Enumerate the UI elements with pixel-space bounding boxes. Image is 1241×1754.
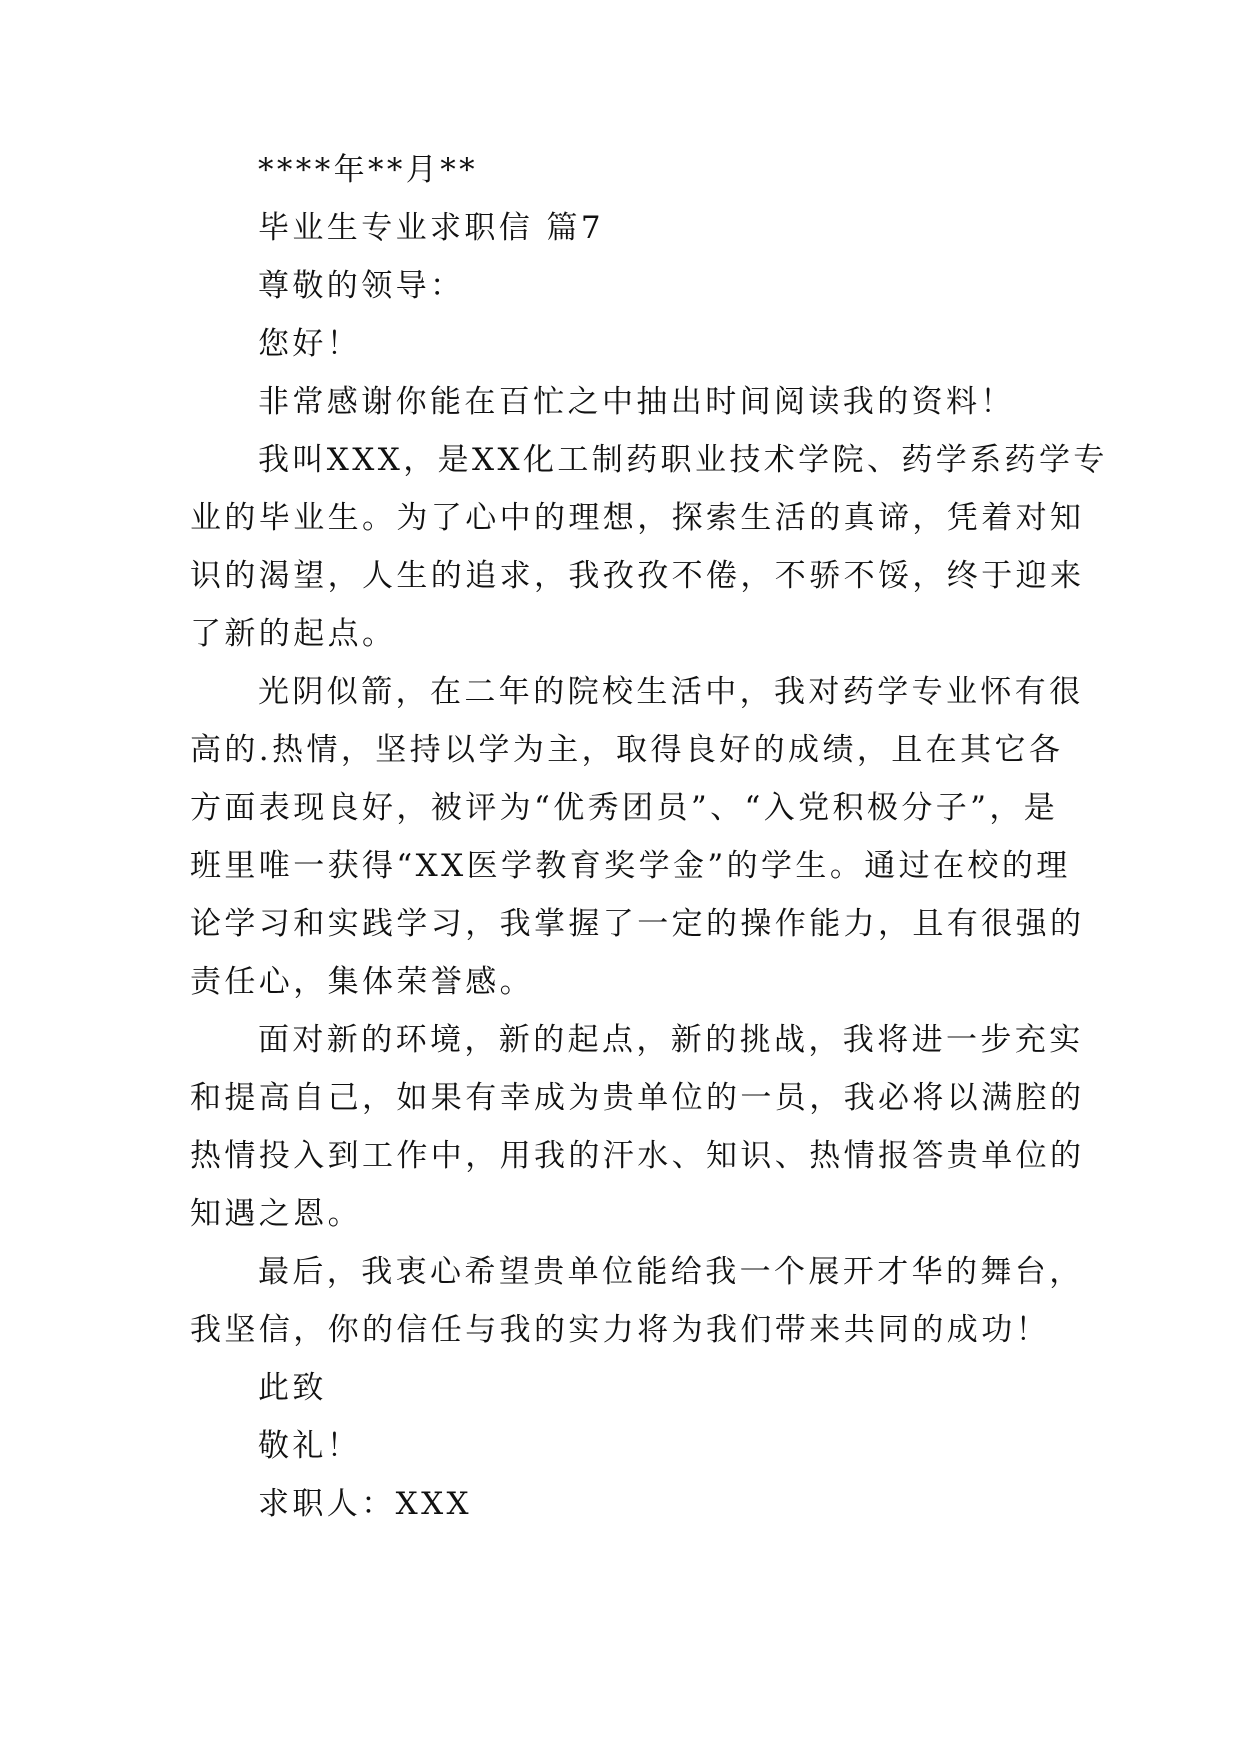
greeting: 您好！ xyxy=(258,326,362,362)
date-line: ****年**月** xyxy=(258,152,478,188)
closing-line: 此致 xyxy=(258,1370,327,1406)
paragraph-3-line: 班里唯一获得“XX医学教育奖学金”的学生。通过在校的理 xyxy=(190,848,1071,884)
paragraph-3-line: 光阴似箭，在二年的院校生活中，我对药学专业怀有很 xyxy=(258,674,1084,710)
salutation: 尊敬的领导： xyxy=(258,268,465,304)
paragraph-4-line: 热情投入到工作中，用我的汗水、知识、热情报答贵单位的 xyxy=(190,1138,1085,1174)
paragraph-2-line: 我叫XXX，是XX化工制药职业技术学院、药学系药学专 xyxy=(258,442,1108,478)
signature: 求职人：XXX xyxy=(258,1486,473,1522)
paragraph-4-line: 知遇之恩。 xyxy=(190,1196,362,1232)
paragraph-5-line: 我坚信，你的信任与我的实力将为我们带来共同的成功！ xyxy=(190,1312,1050,1348)
paragraph-3-line: 高的.热情，坚持以学为主，取得良好的成绩，且在其它各 xyxy=(190,732,1064,768)
paragraph-3-line: 论学习和实践学习，我掌握了一定的操作能力，且有很强的 xyxy=(190,906,1085,942)
paragraph-2-line: 业的毕业生。为了心中的理想，探索生活的真谛，凭着对知 xyxy=(190,500,1085,536)
paragraph-4-line: 和提高自己，如果有幸成为贵单位的一员，我必将以满腔的 xyxy=(190,1080,1085,1116)
paragraph-2-line: 了新的起点。 xyxy=(190,616,397,652)
letter-title: 毕业生专业求职信 篇7 xyxy=(258,210,604,246)
closing-line: 敬礼！ xyxy=(258,1428,362,1464)
paragraph-2-line: 识的渴望，人生的追求，我孜孜不倦，不骄不馁，终于迎来 xyxy=(190,558,1085,594)
paragraph-1: 非常感谢你能在百忙之中抽出时间阅读我的资料！ xyxy=(258,384,1015,420)
paragraph-3-line: 方面表现良好，被评为“优秀团员”、“入党积极分子”，是 xyxy=(190,790,1059,826)
paragraph-4-line: 面对新的环境，新的起点，新的挑战，我将进一步充实 xyxy=(258,1022,1084,1058)
paragraph-5-line: 最后，我衷心希望贵单位能给我一个展开才华的舞台， xyxy=(258,1254,1084,1290)
paragraph-3-line: 责任心，集体荣誉感。 xyxy=(190,964,534,1000)
